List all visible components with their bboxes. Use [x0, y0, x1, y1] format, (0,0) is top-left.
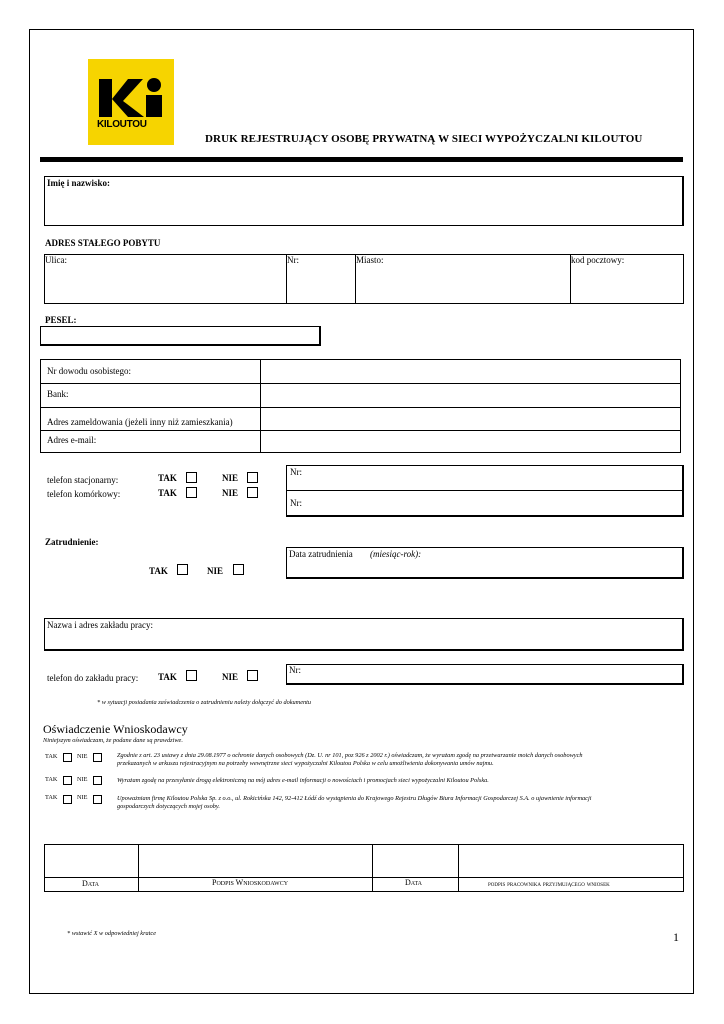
employment-date-hint: (miesiąc-rok): [370, 549, 422, 559]
house-number-field[interactable] [287, 255, 354, 302]
pesel-input[interactable] [40, 326, 321, 346]
consent-3-no-label: NIE [77, 794, 88, 801]
workplace-label: Nazwa i adres zakładu pracy: [47, 620, 153, 630]
consent-2-yes-label: TAK [45, 776, 58, 783]
postcode-field[interactable] [571, 255, 682, 302]
consent-1-no-checkbox[interactable] [93, 753, 102, 762]
name-field[interactable] [44, 176, 684, 226]
registered-address-field[interactable] [261, 408, 679, 429]
mobile-number-field[interactable] [288, 493, 680, 514]
employment-no-checkbox[interactable] [233, 564, 244, 575]
bank-label: Bank: [47, 389, 69, 399]
landline-no-label: NIE [222, 473, 239, 483]
employee-signature-field[interactable] [459, 845, 683, 876]
applicant-signature-field[interactable] [139, 845, 371, 876]
street-field[interactable] [45, 255, 285, 302]
employment-no-label: NIE [207, 566, 224, 576]
employment-heading: Zatrudnienie: [45, 537, 99, 547]
declaration-subheading: Niniejszym oświadczam, że podane dane są prawdziwe. [43, 737, 183, 744]
name-label: Imię i nazwisko: [47, 178, 110, 188]
mobile-nr-label: Nr: [290, 498, 302, 508]
landline-no-checkbox[interactable] [247, 472, 258, 483]
email-field[interactable] [261, 431, 679, 451]
landline-number-field[interactable] [288, 467, 680, 489]
employment-date-field[interactable] [286, 547, 684, 579]
kiloutou-logo [88, 59, 174, 145]
pesel-label: PESEL: [45, 315, 77, 325]
logo-wordmark: KILOUTOU [97, 119, 147, 130]
applicant-signature-label: Podpis Wnioskodawcy [212, 878, 289, 887]
work-phone-number-field[interactable] [286, 664, 684, 685]
work-phone-yes-checkbox[interactable] [186, 670, 197, 681]
work-phone-no-label: NIE [222, 672, 239, 682]
footnote: * wstawić X w odpowiedniej kratce [67, 930, 157, 937]
id-number-label: Nr dowodu osobistego: [47, 366, 131, 376]
mobile-yes-checkbox[interactable] [186, 487, 197, 498]
consent-2-text: Wyrażam zgodę na przesyłanie drogą elektroniczną na mój adres e-mail informacji o nowościach i promocjach sieci wypożyczalni Kiloutou Polska. [117, 777, 489, 784]
city-label: Miasto: [356, 255, 384, 265]
id-number-field[interactable] [261, 361, 679, 382]
consent-2-no-label: NIE [77, 776, 88, 783]
consent-2-no-checkbox[interactable] [93, 776, 102, 785]
consent-1-yes-label: TAK [45, 753, 58, 760]
landline-nr-label: Nr: [290, 467, 302, 477]
workplace-field[interactable] [44, 618, 684, 651]
registered-address-label: Adres zameldowania (jeżeli inny niż zamieszkania) [47, 417, 233, 427]
declaration-heading: Oświadczenie Wnioskodawcy [43, 722, 188, 736]
date-2-label: Data [405, 878, 422, 887]
date-1-field[interactable] [45, 845, 137, 876]
landline-yes-label: TAK [158, 473, 177, 483]
landline-yes-checkbox[interactable] [186, 472, 197, 483]
employee-signature-label: podpis pracownika przyjmującego wniosek [488, 879, 610, 888]
email-label: Adres e-mail: [47, 435, 97, 445]
employment-yes-checkbox[interactable] [177, 564, 188, 575]
address-heading: ADRES STAŁEGO POBYTU [45, 238, 161, 248]
bank-field[interactable] [261, 384, 679, 406]
mobile-label: telefon komórkowy: [47, 489, 121, 499]
consent-2-yes-checkbox[interactable] [63, 776, 72, 785]
mobile-no-checkbox[interactable] [247, 487, 258, 498]
consent-3-yes-label: TAK [45, 794, 58, 801]
consent-1-text: Zgodnie z art. 23 ustawy z dnia 29.08.1977 o ochronie danych osobowych (Dz. U. nr 101, poz 926 z 2002 r.) oświadczam, że wyrażam zgodę na przetwarzanie moich danych osobowych przekazanych w arkuszu rejestracyjnym na potrzeby wewnętrzne sieci wypożyczalni Kiloutou Polska w celu umożliwienia dokonywania umów najmu. [117, 752, 583, 767]
city-field[interactable] [356, 255, 569, 302]
consent-1-yes-checkbox[interactable] [63, 753, 72, 762]
consent-3-no-checkbox[interactable] [93, 795, 102, 804]
street-label: Ulica: [45, 255, 67, 265]
work-phone-yes-label: TAK [158, 672, 177, 682]
employment-yes-label: TAK [149, 566, 168, 576]
postcode-label: kod pocztowy: [571, 255, 625, 265]
consent-1-no-label: NIE [77, 753, 88, 760]
consent-3-yes-checkbox[interactable] [63, 795, 72, 804]
page-number: 1 [673, 930, 679, 944]
mobile-yes-label: TAK [158, 488, 177, 498]
date-2-field[interactable] [373, 845, 457, 876]
consent-3-text: Upoważniam firmę Kiloutou Polska Sp. z o.o., ul. Rokicińska 142, 92-412 Łódź do wystąpienia do Krajowego Rejestru Długów Biura Informacji Gospodarczej S.A. o ujawnienie informacji gospodarczych dotyczących mojej osoby. [117, 795, 592, 810]
employment-date-label: Data zatrudnienia [289, 549, 353, 559]
work-phone-nr-label: Nr: [289, 665, 301, 675]
title-rule [40, 157, 683, 162]
landline-label: telefon stacjonarny: [47, 475, 119, 485]
house-number-label: Nr: [287, 255, 299, 265]
date-1-label: Data [82, 879, 99, 888]
mobile-no-label: NIE [222, 488, 239, 498]
employment-note: * w sytuacji posiadania zaświadczenia o zatrudnieniu należy dołączyć do dokumentu [97, 699, 312, 706]
work-phone-label: telefon do zakładu pracy: [47, 673, 139, 683]
page-title: DRUK REJESTRUJĄCY OSOBĘ PRYWATNĄ W SIECI WYPOŻYCZALNI KILOUTOU [205, 133, 643, 145]
work-phone-no-checkbox[interactable] [247, 670, 258, 681]
